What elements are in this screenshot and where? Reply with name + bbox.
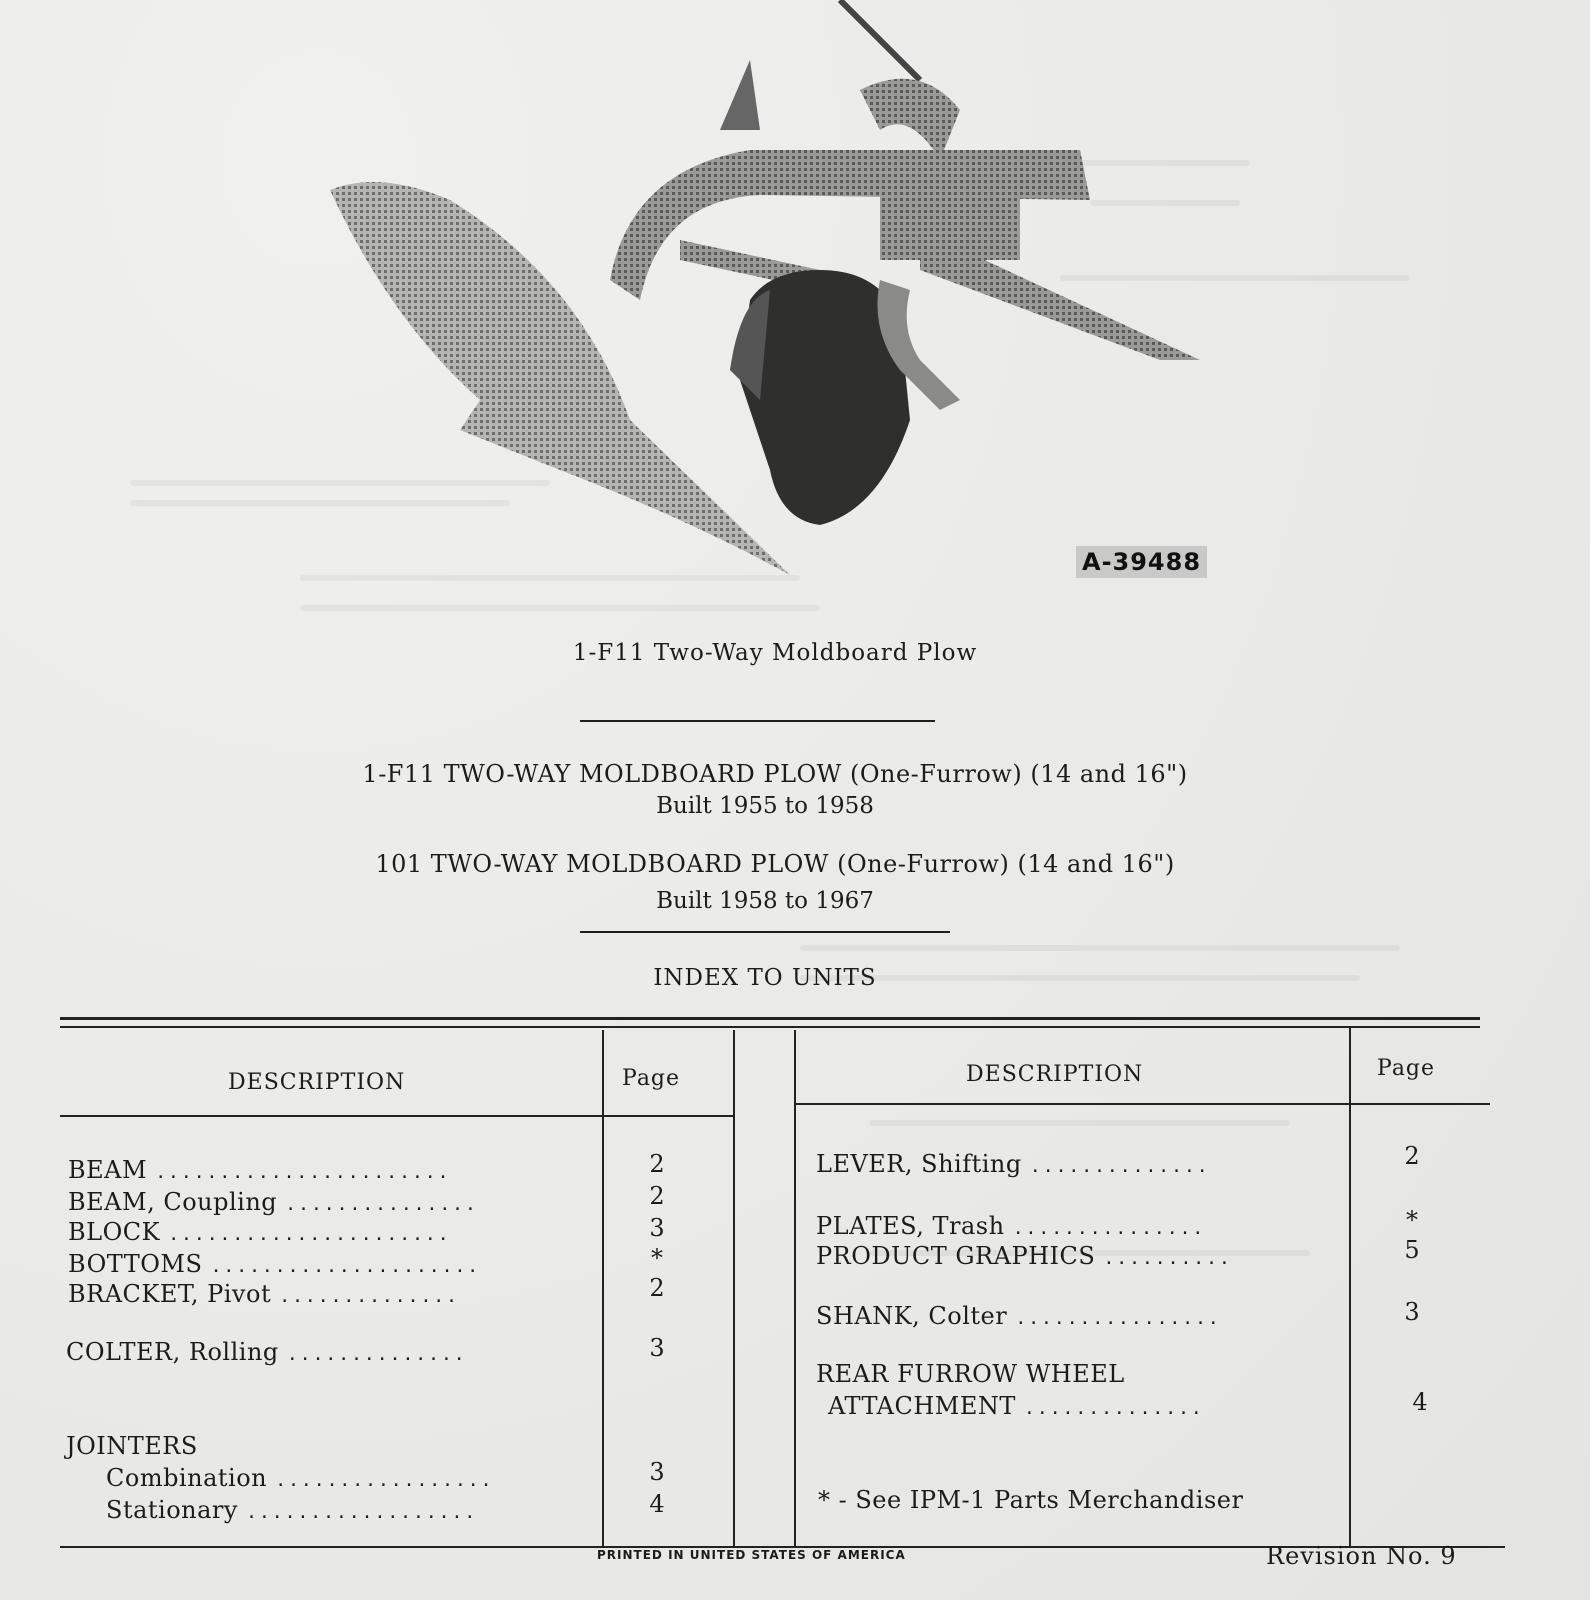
page-number: 5	[1404, 1236, 1420, 1264]
figure-caption: 1-F11 Two-Way Moldboard Plow	[572, 640, 978, 666]
plow-illustration	[300, 0, 1250, 600]
bleed-through	[300, 605, 820, 611]
page-number: 3	[1404, 1298, 1420, 1326]
index-entry: BRACKET, Pivot ..............	[68, 1280, 459, 1308]
divider-rule	[580, 720, 935, 722]
header-rule-left	[60, 1115, 735, 1117]
page-number: 2	[649, 1182, 665, 1210]
page-number: *	[651, 1244, 663, 1272]
index-entry: PLATES, Trash ...............	[816, 1212, 1206, 1240]
table-top-rule	[60, 1017, 1480, 1020]
left-description-header: DESCRIPTION	[228, 1070, 406, 1095]
page-number: 3	[649, 1334, 665, 1362]
page-number: *	[1406, 1206, 1418, 1234]
index-group-jointers: JOINTERS	[66, 1432, 198, 1460]
printed-notice: PRINTED IN UNITED STATES OF AMERICA	[597, 1548, 906, 1562]
revision-number: Revision No. 9	[1266, 1542, 1457, 1570]
index-entry: BEAM, Coupling ...............	[68, 1188, 478, 1216]
page-number: 2	[1404, 1142, 1420, 1170]
index-entry: BOTTOMS .....................	[68, 1250, 481, 1278]
index-title: INDEX TO UNITS	[653, 965, 877, 991]
table-top-rule	[60, 1026, 1480, 1028]
footnote: * - See IPM-1 Parts Merchandiser	[818, 1486, 1244, 1514]
column-divider	[794, 1030, 796, 1546]
index-entry: Stationary ..................	[106, 1496, 478, 1524]
index-entry: BEAM .......................	[68, 1156, 451, 1184]
index-entry: COLTER, Rolling ..............	[66, 1338, 467, 1366]
page-number: 2	[649, 1150, 665, 1178]
column-divider	[1349, 1026, 1351, 1546]
bleed-through	[870, 1120, 1290, 1126]
page-number: 4	[649, 1490, 665, 1518]
page-number: 3	[649, 1214, 665, 1242]
model-1-built: Built 1955 to 1958	[656, 793, 874, 819]
page-number: 2	[649, 1274, 665, 1302]
model-2-title: 101 TWO-WAY MOLDBOARD PLOW (One-Furrow) (14 and 16")	[375, 850, 1175, 878]
divider-rule	[580, 931, 950, 933]
page-number: 3	[649, 1458, 665, 1486]
index-entry: BLOCK ......................	[68, 1218, 451, 1246]
index-entry: Combination .................	[106, 1464, 494, 1492]
left-page-header: Page	[622, 1066, 681, 1091]
index-entry: REAR FURROW WHEEL	[816, 1360, 1125, 1388]
index-entry: PRODUCT GRAPHICS ..........	[816, 1242, 1232, 1270]
right-page-header: Page	[1377, 1056, 1436, 1081]
index-entry: ATTACHMENT ..............	[828, 1392, 1204, 1420]
right-description-header: DESCRIPTION	[966, 1062, 1144, 1087]
column-divider	[733, 1030, 735, 1546]
index-entry: SHANK, Colter ................	[816, 1302, 1221, 1330]
model-2-built: Built 1958 to 1967	[656, 888, 874, 914]
index-entry: LEVER, Shifting ..............	[816, 1150, 1210, 1178]
photo-number: A-39488	[1076, 546, 1207, 578]
model-1-title: 1-F11 TWO-WAY MOLDBOARD PLOW (One-Furrow) (14 and 16")	[362, 760, 1188, 788]
bleed-through	[800, 945, 1400, 951]
header-rule-right	[795, 1103, 1490, 1105]
column-divider	[602, 1030, 604, 1546]
page-number: 4	[1412, 1388, 1428, 1416]
